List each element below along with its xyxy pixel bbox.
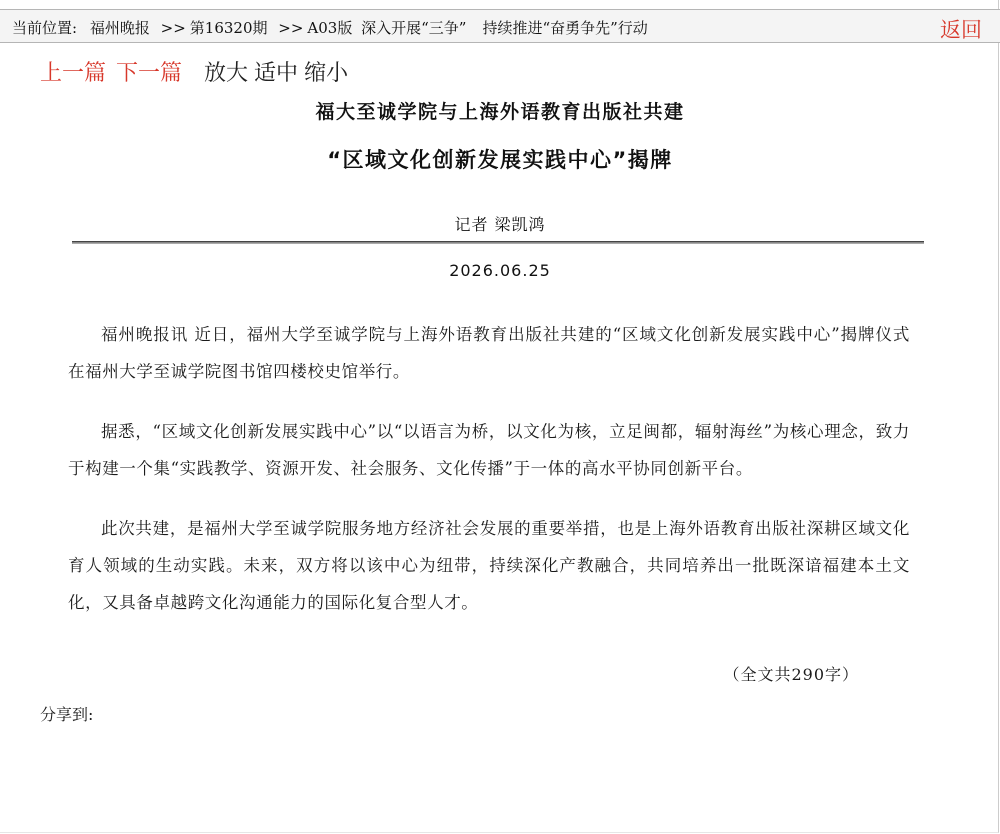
breadcrumb-separator: >> — [160, 19, 186, 37]
breadcrumb-label: 当前位置: — [12, 19, 78, 37]
article-paragraph: 此次共建，是福州大学至诚学院服务地方经济社会发展的重要举措，也是上海外语教育出版社深耕区域文化育人领域的生动实践。未来，双方将以该中心为纽带，持续深化产教融合，共同培养出一批既深谙福建本土文化，又具备卓越跨文化沟通能力的国际化复合型人才。 — [68, 519, 910, 612]
share-label: 分享到: — [40, 705, 94, 724]
article-title-line1: 福大至诚学院与上海外语教育出版社共建 — [315, 101, 685, 123]
title-divider — [72, 241, 924, 244]
breadcrumb — [12, 17, 648, 38]
next-article-link[interactable]: 下一篇 — [116, 61, 183, 86]
article-date: 2026.06.25 — [449, 261, 551, 280]
zoom-fit-button[interactable]: 适中 — [254, 61, 299, 86]
breadcrumb-section-part2: 持续推进“奋勇争先”行动 — [482, 19, 648, 37]
back-link[interactable]: 返回 — [940, 18, 982, 42]
zoom-in-button[interactable]: 放大 — [204, 61, 249, 86]
article-paragraph: 福州晚报讯 近日，福州大学至诚学院与上海外语教育出版社共建的“区域文化创新发展实践中心”揭牌仪式在福州大学至诚学院图书馆四楼校史馆举行。 — [68, 325, 910, 381]
breadcrumb-section-part1: 深入开展“三争” — [361, 19, 467, 37]
word-count: （全文共290字） — [723, 665, 859, 684]
zoom-out-button[interactable]: 缩小 — [304, 61, 349, 86]
breadcrumb-issue-link[interactable]: 第16320期 — [189, 19, 268, 37]
article-nav — [40, 56, 348, 87]
breadcrumb-separator: >> — [278, 19, 304, 37]
article-byline: 记者 梁凯鸿 — [454, 215, 546, 234]
location-bar — [0, 9, 1000, 43]
breadcrumb-page-link[interactable]: A03版 — [307, 19, 353, 37]
article-paragraph: 据悉，“区域文化创新发展实践中心”以“以语言为桥，以文化为核，立足闽都，辐射海丝”为核心理念，致力于构建一个集“实践教学、资源开发、社会服务、文化传播”于一体的高水平协同创新平台。 — [68, 422, 910, 478]
article-body — [68, 316, 910, 644]
breadcrumb-paper-link[interactable]: 福州晚报 — [89, 19, 150, 37]
article-title-line2: “区域文化创新发展实践中心”揭牌 — [327, 148, 673, 172]
prev-article-link[interactable]: 上一篇 — [40, 61, 107, 86]
